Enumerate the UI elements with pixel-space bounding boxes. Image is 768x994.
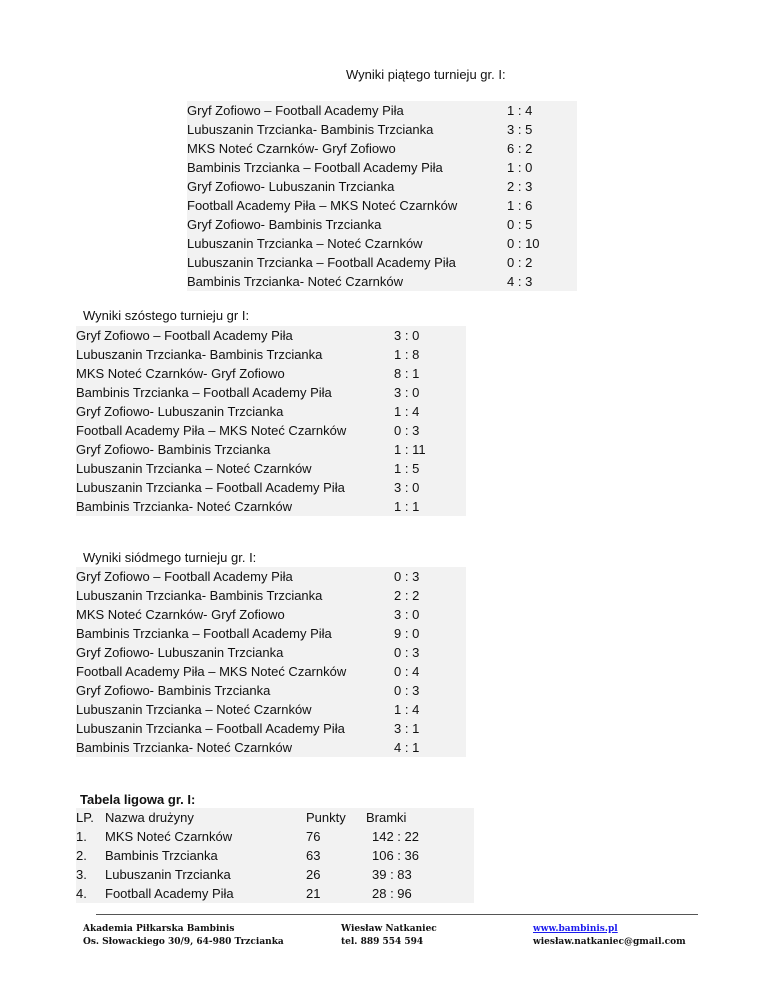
match-teams: Lubuszanin Trzcianka – Football Academy Piła	[76, 480, 345, 495]
footer-org-name: Akademia Piłkarska Bambinis	[83, 924, 235, 934]
header-team-name: Nazwa drużyny	[105, 810, 194, 825]
match-row	[187, 120, 577, 139]
team-goals: 39 : 83	[372, 867, 412, 882]
match-score: 4 : 1	[394, 740, 420, 755]
footer-phone: tel. 889 554 594	[341, 937, 424, 947]
team-goals: 142 : 22	[372, 829, 419, 844]
match-score: 2 : 3	[507, 179, 533, 194]
footer-organization	[83, 923, 284, 949]
match-teams: Gryf Zofiowo – Football Academy Piła	[187, 103, 404, 118]
match-row	[187, 139, 577, 158]
footer-contact-name: Wiesław Natkaniec	[341, 924, 437, 934]
match-score: 0 : 10	[507, 236, 540, 251]
match-teams: Bambinis Trzcianka- Noteć Czarnków	[76, 499, 293, 514]
match-row	[76, 345, 466, 364]
team-name: Football Academy Piła	[105, 886, 234, 901]
match-row	[187, 101, 577, 120]
match-score: 9 : 0	[394, 626, 420, 641]
match-teams: Football Academy Piła – MKS Noteć Czarnków	[187, 198, 458, 213]
match-score: 3 : 0	[394, 328, 420, 343]
league-row	[76, 827, 474, 846]
team-position: 1.	[76, 829, 87, 844]
match-teams: Lubuszanin Trzcianka – Noteć Czarnków	[187, 236, 423, 251]
match-teams: Gryf Zofiowo- Lubuszanin Trzcianka	[76, 645, 284, 660]
match-row	[76, 383, 466, 402]
match-teams: MKS Noteć Czarnków- Gryf Zofiowo	[187, 141, 396, 156]
match-teams: Gryf Zofiowo- Bambinis Trzcianka	[187, 217, 382, 232]
footer-email: wiesław.natkaniec@gmail.com	[533, 937, 686, 947]
match-row	[76, 497, 466, 516]
match-score: 2 : 2	[394, 588, 420, 603]
match-row	[76, 440, 466, 459]
header-lp: LP.	[76, 810, 94, 825]
match-score: 1 : 1	[394, 499, 420, 514]
league-table-body	[76, 827, 474, 903]
match-row	[76, 567, 466, 586]
match-row	[76, 719, 466, 738]
match-score: 6 : 2	[507, 141, 533, 156]
match-row	[187, 177, 577, 196]
match-score: 1 : 6	[507, 198, 533, 213]
league-row	[76, 884, 474, 903]
match-score: 1 : 8	[394, 347, 420, 362]
team-name: Bambinis Trzcianka	[105, 848, 218, 863]
match-teams: Lubuszanin Trzcianka- Bambinis Trzcianka	[76, 588, 323, 603]
match-score: 3 : 0	[394, 385, 420, 400]
match-score: 4 : 3	[507, 274, 533, 289]
match-teams: Gryf Zofiowo- Bambinis Trzcianka	[76, 442, 271, 457]
match-score: 8 : 1	[394, 366, 420, 381]
tournament6-results	[76, 326, 466, 516]
match-score: 0 : 5	[507, 217, 533, 232]
team-points: 63	[306, 848, 321, 863]
match-score: 3 : 0	[394, 607, 420, 622]
match-row	[76, 624, 466, 643]
match-row	[76, 662, 466, 681]
league-table	[76, 808, 474, 903]
match-teams: Bambinis Trzcianka – Football Academy Piła	[187, 160, 443, 175]
match-teams: Gryf Zofiowo – Football Academy Piła	[76, 569, 293, 584]
match-score: 1 : 0	[507, 160, 533, 175]
match-score: 1 : 4	[507, 103, 533, 118]
match-row	[187, 215, 577, 234]
match-teams: Lubuszanin Trzcianka – Noteć Czarnków	[76, 461, 312, 476]
match-score: 0 : 3	[394, 645, 420, 660]
match-score: 1 : 11	[394, 442, 426, 457]
team-position: 3.	[76, 867, 87, 882]
match-row	[187, 158, 577, 177]
tournament5-results	[187, 101, 577, 291]
tournament7-results	[76, 567, 466, 757]
match-score: 1 : 5	[394, 461, 420, 476]
league-row	[76, 865, 474, 884]
match-teams: Bambinis Trzcianka- Noteć Czarnków	[187, 274, 404, 289]
match-score: 1 : 4	[394, 702, 420, 717]
match-score: 3 : 5	[507, 122, 533, 137]
match-teams: Gryf Zofiowo- Lubuszanin Trzcianka	[187, 179, 395, 194]
match-teams: MKS Noteć Czarnków- Gryf Zofiowo	[76, 366, 285, 381]
match-teams: Lubuszanin Trzcianka – Football Academy Piła	[187, 255, 456, 270]
match-score: 0 : 2	[507, 255, 533, 270]
match-teams: Bambinis Trzcianka – Football Academy Piła	[76, 385, 332, 400]
match-score: 1 : 4	[394, 404, 420, 419]
team-points: 21	[306, 886, 321, 901]
tournament6-title: Wyniki szóstego turnieju gr I:	[83, 308, 250, 323]
tournament7-title: Wyniki siódmego turnieju gr. I:	[83, 550, 257, 565]
match-teams: Gryf Zofiowo- Bambinis Trzcianka	[76, 683, 271, 698]
league-row	[76, 846, 474, 865]
match-row	[76, 586, 466, 605]
match-row	[76, 459, 466, 478]
match-score: 3 : 1	[394, 721, 420, 736]
footer-address: Os. Słowackiego 30/9, 64-980 Trzcianka	[83, 937, 284, 947]
match-row	[76, 700, 466, 719]
match-teams: Bambinis Trzcianka- Noteć Czarnków	[76, 740, 293, 755]
match-teams: Football Academy Piła – MKS Noteć Czarnków	[76, 664, 347, 679]
team-name: Lubuszanin Trzcianka	[105, 867, 231, 882]
match-row	[187, 272, 577, 291]
team-points: 76	[306, 829, 321, 844]
match-teams: Lubuszanin Trzcianka – Football Academy Piła	[76, 721, 345, 736]
match-row	[76, 478, 466, 497]
team-position: 2.	[76, 848, 87, 863]
match-teams: Lubuszanin Trzcianka- Bambinis Trzcianka	[187, 122, 434, 137]
match-row	[76, 605, 466, 624]
team-goals: 106 : 36	[372, 848, 419, 863]
match-score: 0 : 3	[394, 423, 420, 438]
match-teams: Gryf Zofiowo – Football Academy Piła	[76, 328, 293, 343]
tournament5-title: Wyniki piątego turnieju gr. I:	[346, 67, 506, 82]
match-score: 0 : 4	[394, 664, 420, 679]
footer-contact	[341, 923, 437, 949]
match-teams: MKS Noteć Czarnków- Gryf Zofiowo	[76, 607, 285, 622]
match-score: 0 : 3	[394, 569, 420, 584]
league-table-title: Tabela ligowa gr. I:	[80, 792, 196, 807]
match-teams: Lubuszanin Trzcianka- Bambinis Trzcianka	[76, 347, 323, 362]
match-row	[76, 421, 466, 440]
match-score: 3 : 0	[394, 480, 420, 495]
match-teams: Football Academy Piła – MKS Noteć Czarnków	[76, 423, 347, 438]
league-table-header	[76, 808, 474, 827]
header-goals: Bramki	[366, 810, 407, 825]
match-teams: Gryf Zofiowo- Lubuszanin Trzcianka	[76, 404, 284, 419]
footer-divider	[96, 914, 698, 915]
footer-web	[533, 923, 686, 949]
match-row	[76, 364, 466, 383]
match-row	[187, 234, 577, 253]
match-row	[76, 643, 466, 662]
team-name: MKS Noteć Czarnków	[105, 829, 233, 844]
team-goals: 28 : 96	[372, 886, 412, 901]
match-row	[187, 253, 577, 272]
team-points: 26	[306, 867, 321, 882]
match-row	[187, 196, 577, 215]
match-row	[76, 738, 466, 757]
match-teams: Bambinis Trzcianka – Football Academy Piła	[76, 626, 332, 641]
match-teams: Lubuszanin Trzcianka – Noteć Czarnków	[76, 702, 312, 717]
match-row	[76, 402, 466, 421]
header-points: Punkty	[306, 810, 346, 825]
team-position: 4.	[76, 886, 87, 901]
match-score: 0 : 3	[394, 683, 420, 698]
footer-website-link[interactable]: www.bambinis.pl	[533, 924, 618, 934]
match-row	[76, 681, 466, 700]
match-row	[76, 326, 466, 345]
